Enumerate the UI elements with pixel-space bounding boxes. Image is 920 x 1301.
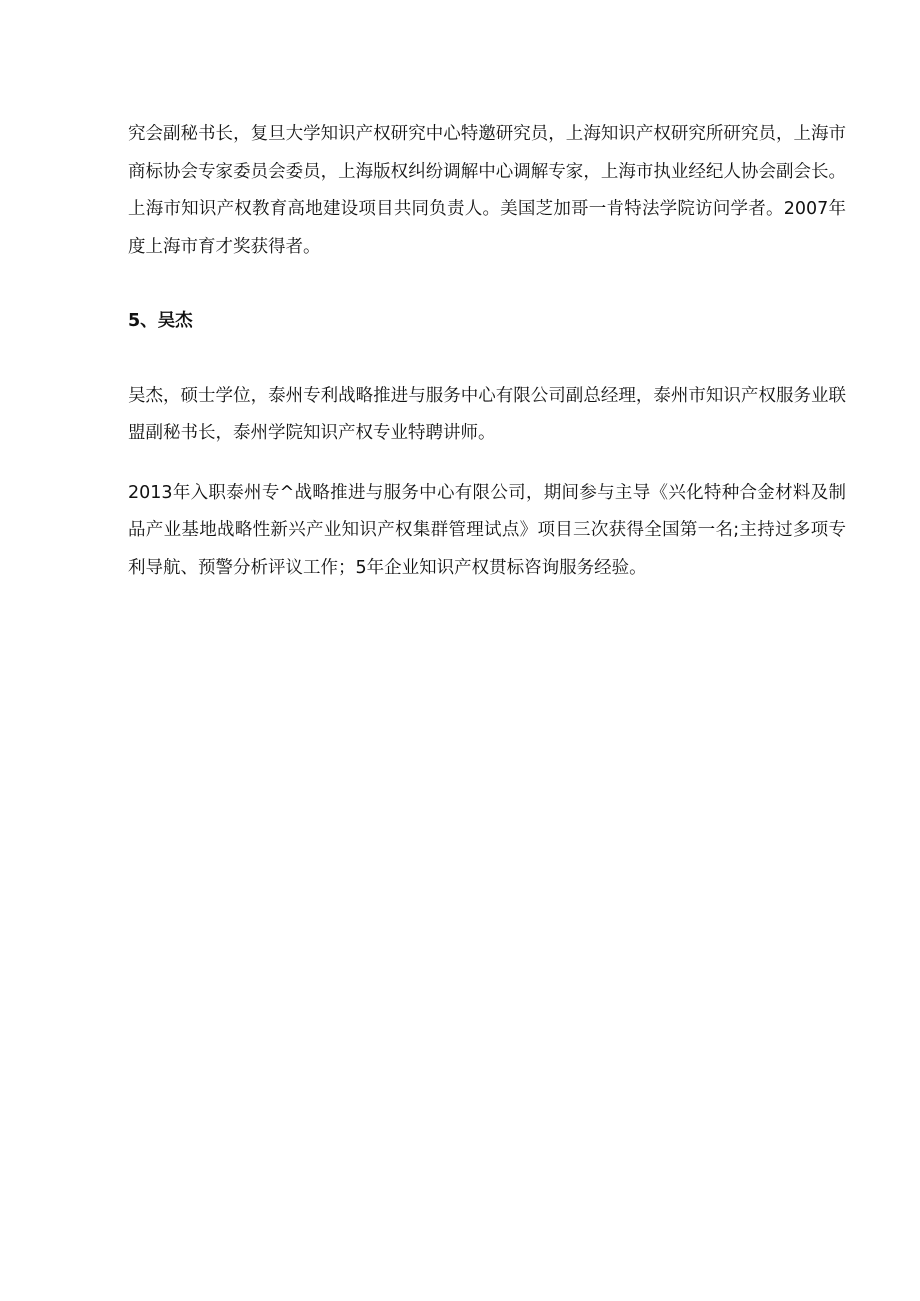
paragraph-wu-jie-intro: 吴杰，硕士学位，泰州专利战略推进与服务中心有限公司副总经理，泰州市知识产权服务业联盟副秘书长，泰州学院知识产权专业特聘讲师。 [128,385,846,443]
document-body [128,116,846,587]
section-heading-wu-jie: 5、吴杰 [128,311,193,331]
paragraph-bio-continued: 究会副秘书长，复旦大学知识产权研究中心特邀研究员，上海知识产权研究所研究员，上海市商标协会专家委员会委员，上海版权纠纷调解中心调解专家，上海市执业经纪人协会副会长。上海市知识产权教育高地建设项目共同负责人。美国芝加哥一肯特法学院访问学者。2007年度上海市育才奖获得者。 [128,124,846,257]
paragraph-wu-jie-experience: 2013年入职泰州专^战略推进与服务中心有限公司，期间参与主导《兴化特种合金材料及制品产业基地战略性新兴产业知识产权集群管理试点》项目三次获得全国第一名;主持过多项专利导航、预警分析评议工作；5年企业知识产权贯标咨询服务经验。 [128,482,846,578]
